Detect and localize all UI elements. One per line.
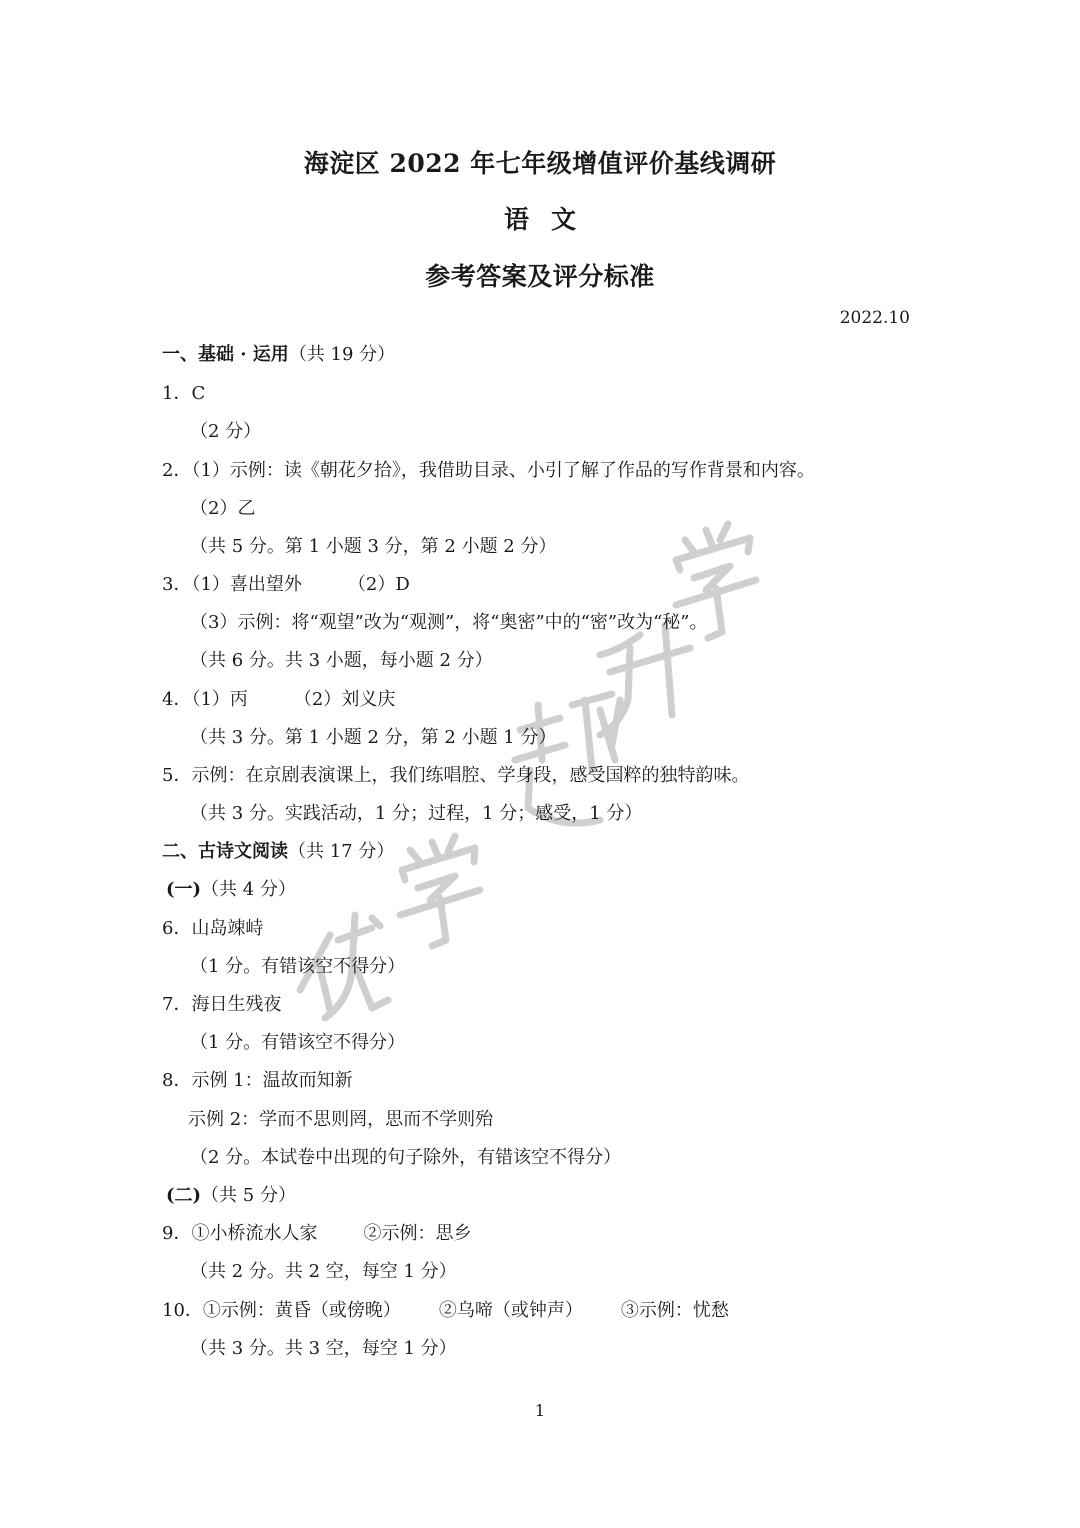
subsection-1-points: （共 4 分） <box>201 879 296 900</box>
q3-score: （共 6 分。共 3 小题，每小题 2 分） <box>190 650 493 671</box>
section-2-heading <box>162 840 394 864</box>
q7-score: （1 分。有错该空不得分） <box>190 1032 406 1053</box>
q2-score: （共 5 分。第 1 小题 3 分，第 2 小题 2 分） <box>190 536 557 557</box>
q3-part-1: 3．（1）喜出望外 <box>162 574 302 595</box>
q1-score: （2 分） <box>190 421 262 442</box>
q10-score: （共 3 分。共 3 空，每空 1 分） <box>190 1338 457 1359</box>
subsection-2-label: (二) <box>166 1185 202 1206</box>
watermark-glyph-2 <box>400 836 480 946</box>
q5-answer: 5．示例：在京剧表演课上，我们练唱腔、学身段，感受国粹的独特韵味。 <box>162 765 750 786</box>
q4-score: （共 3 分。第 1 小题 2 分，第 2 小题 1 分） <box>190 727 557 748</box>
q5-score: （共 3 分。实践活动，1 分；过程，1 分；感受，1 分） <box>190 803 643 824</box>
subsection-1-label: (一) <box>166 879 202 900</box>
q4-part-1: 4．（1）丙 <box>162 689 248 710</box>
q4-answer <box>162 688 395 712</box>
section-1-title: 一、基础 · 运用 <box>162 344 289 365</box>
section-2-title: 二、古诗文阅读 <box>162 841 288 862</box>
section-2-points: （共 17 分） <box>288 841 395 862</box>
q9-answer <box>162 1222 471 1246</box>
subsection-1-heading <box>166 878 296 902</box>
q9-score: （共 2 分。共 2 空，每空 1 分） <box>190 1261 457 1282</box>
q10-part-3: ③示例：忧愁 <box>620 1300 729 1321</box>
q9-part-2: ②示例：思乡 <box>363 1223 472 1244</box>
q10-part-1: 10．①示例：黄昏（或傍晚） <box>162 1300 401 1321</box>
q1-answer: 1．C <box>162 383 206 404</box>
q2-answer-line-2: （2）乙 <box>190 498 256 519</box>
q8-answer-line-1: 8．示例 1：温故而知新 <box>162 1070 353 1091</box>
q6-answer: 6．山岛竦峙 <box>162 918 264 939</box>
q8-answer-line-2: 示例 2：学而不思则罔，思而不学则殆 <box>188 1109 494 1130</box>
subsection-2-points: （共 5 分） <box>201 1185 296 1206</box>
q8-score: （2 分。本试卷中出现的句子除外，有错该空不得分） <box>190 1147 622 1168</box>
q3-answer-line-2: （3）示例：将“观望”改为“观测”，将“奥密”中的“密”改为“秘”。 <box>190 612 708 633</box>
doc-type-title: 参考答案及评分标准 <box>425 262 655 291</box>
q2-answer-line-1: 2．（1）示例：读《朝花夕拾》，我借助目录、小引了解了作品的写作背景和内容。 <box>162 460 815 481</box>
section-1-heading <box>162 343 395 367</box>
page-number: 1 <box>534 1401 546 1420</box>
watermark-glyph-4 <box>600 625 690 735</box>
subsection-2-heading <box>166 1184 296 1208</box>
q3-answer-line-1 <box>162 573 410 597</box>
subject-title: 语文 <box>503 205 598 234</box>
q10-answer <box>162 1299 729 1323</box>
document-date: 2022.10 <box>839 308 910 328</box>
q9-part-1: 9．①小桥流水人家 <box>162 1223 318 1244</box>
section-1-points: （共 19 分） <box>288 344 396 365</box>
q10-part-2: ②乌啼（或钟声） <box>438 1300 583 1321</box>
q6-score: （1 分。有错该空不得分） <box>190 956 406 977</box>
document-title: 海淀区 2022 年七年级增值评价基线调研 <box>303 149 777 178</box>
q3-part-2: （2）D <box>347 574 410 595</box>
q4-part-2: （2）刘义庆 <box>293 689 396 710</box>
q7-answer: 7．海日生残夜 <box>162 994 282 1015</box>
